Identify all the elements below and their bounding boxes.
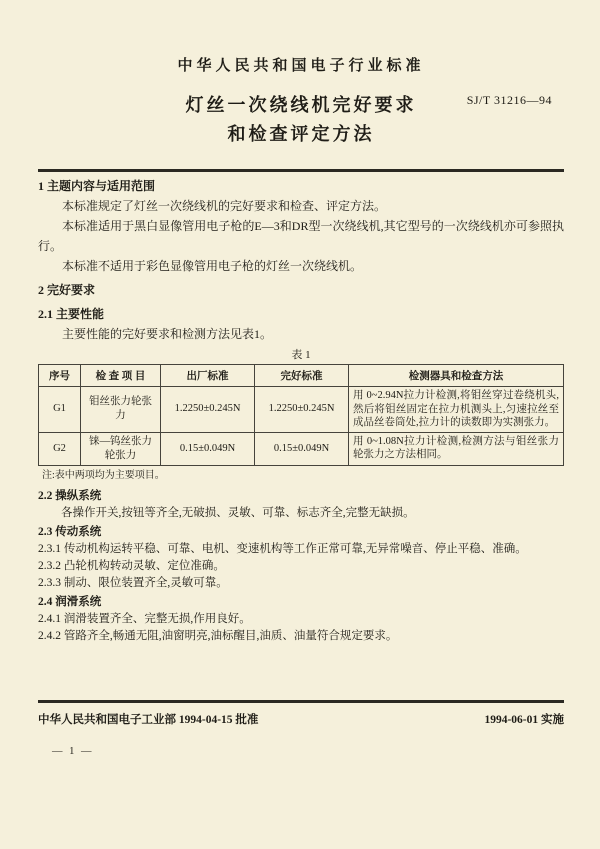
table-caption: 表 1 [291,349,311,361]
section-2-1-heading: 2.1 主要性能 [38,307,105,321]
row-g1-factory: 1.2250±0.245N [161,387,255,433]
header-rule [38,169,564,172]
table-header-factory: 出厂标准 [161,365,255,387]
footer-implementation: 1994-06-01 实施 [484,714,564,726]
section-2-2-heading: 2.2 操纵系统 [38,489,102,502]
section-1-paragraph-3: 本标准不适用于彩色显像管用电子枪的灯丝一次绕线机。 [62,259,363,273]
table-row [39,387,564,433]
row-g2-intact: 0.15±0.049N [255,432,349,465]
lower-sections [38,488,564,645]
section-2-3-heading: 2.3 传动系统 [38,525,102,538]
section-2-1-paragraph: 主要性能的完好要求和检测方法见表1。 [62,327,273,341]
main-table [38,364,564,466]
page-number: — 1 — [52,746,94,757]
row-g1-item: 钼丝张力轮张力 [81,387,161,433]
section-1-heading: 1 主题内容与适用范围 [38,179,156,193]
clause-2-3-2: 2.3.2 凸轮机构转动灵敏、定位准确。 [38,559,225,572]
table-header-intact: 完好标准 [255,365,349,387]
section-2-4-heading: 2.4 润滑系统 [38,595,102,608]
clause-2-4-2: 2.4.2 管路齐全,畅通无阻,油窗明亮,油标醒目,油质、油量符合规定要求。 [38,629,398,642]
row-g2-method: 用 0~1.08N拉力计检测,检测方法与钼丝张力轮张力之方法相同。 [349,432,564,465]
row-g2-factory: 0.15±0.049N [161,432,255,465]
document-title-line2: 和检查评定方法 [227,124,375,144]
clause-2-4-1: 2.4.1 润滑装置齐全、完整无损,作用良好。 [38,612,251,625]
row-g1-intact: 1.2250±0.245N [255,387,349,433]
section-2-heading: 2 完好要求 [38,283,96,297]
table-row [39,432,564,465]
table-header-method: 检测器具和检查方法 [349,365,564,387]
clause-2-3-1: 2.3.1 传动机构运转平稳、可靠、电机、变速机构等工作正常可靠,无异常噪音、停止平稳、准确。 [38,542,527,555]
table-header-no: 序号 [39,365,81,387]
document-title-line1: 灯丝一次绕线机完好要求 [185,95,417,115]
table-header-row [39,365,564,387]
table-header-item: 检 查 项 目 [81,365,161,387]
row-g1-method: 用 0~2.94N拉力计检测,将钼丝穿过卷绕机头,然后将钼丝固定在拉力机测头上,匀速拉丝至成品丝卷筒处,拉力计的读数即为实测张力。 [349,387,564,433]
footer [38,700,564,727]
section-1-paragraph-1: 本标准规定了灯丝一次绕线机的完好要求和检查、评定方法。 [62,199,387,213]
footer-approval: 中华人民共和国电子工业部 1994-04-15 批准 [38,714,259,726]
standard-org-title: 中华人民共和国电子行业标准 [177,58,425,74]
clause-2-3-3: 2.3.3 制动、限位装置齐全,灵敏可靠。 [38,576,228,589]
section-1-paragraph-2: 本标准适用于黑白显像管用电子枪的E—3和DR型一次绕线机,其它型号的一次绕线机亦可参照执行。 [38,219,564,253]
standard-number: SJ/T 31216—94 [466,93,552,107]
row-g2-item: 铼—钨丝张力轮张力 [81,432,161,465]
section-2-2-paragraph: 各操作开关,按钮等齐全,无破损、灵敏、可靠、标志齐全,完整无缺损。 [61,506,415,519]
row-g1-no: G1 [39,387,81,433]
row-g2-no: G2 [39,432,81,465]
table-note: 注:表中两项均为主要项目。 [42,469,165,481]
title-block [38,91,564,149]
